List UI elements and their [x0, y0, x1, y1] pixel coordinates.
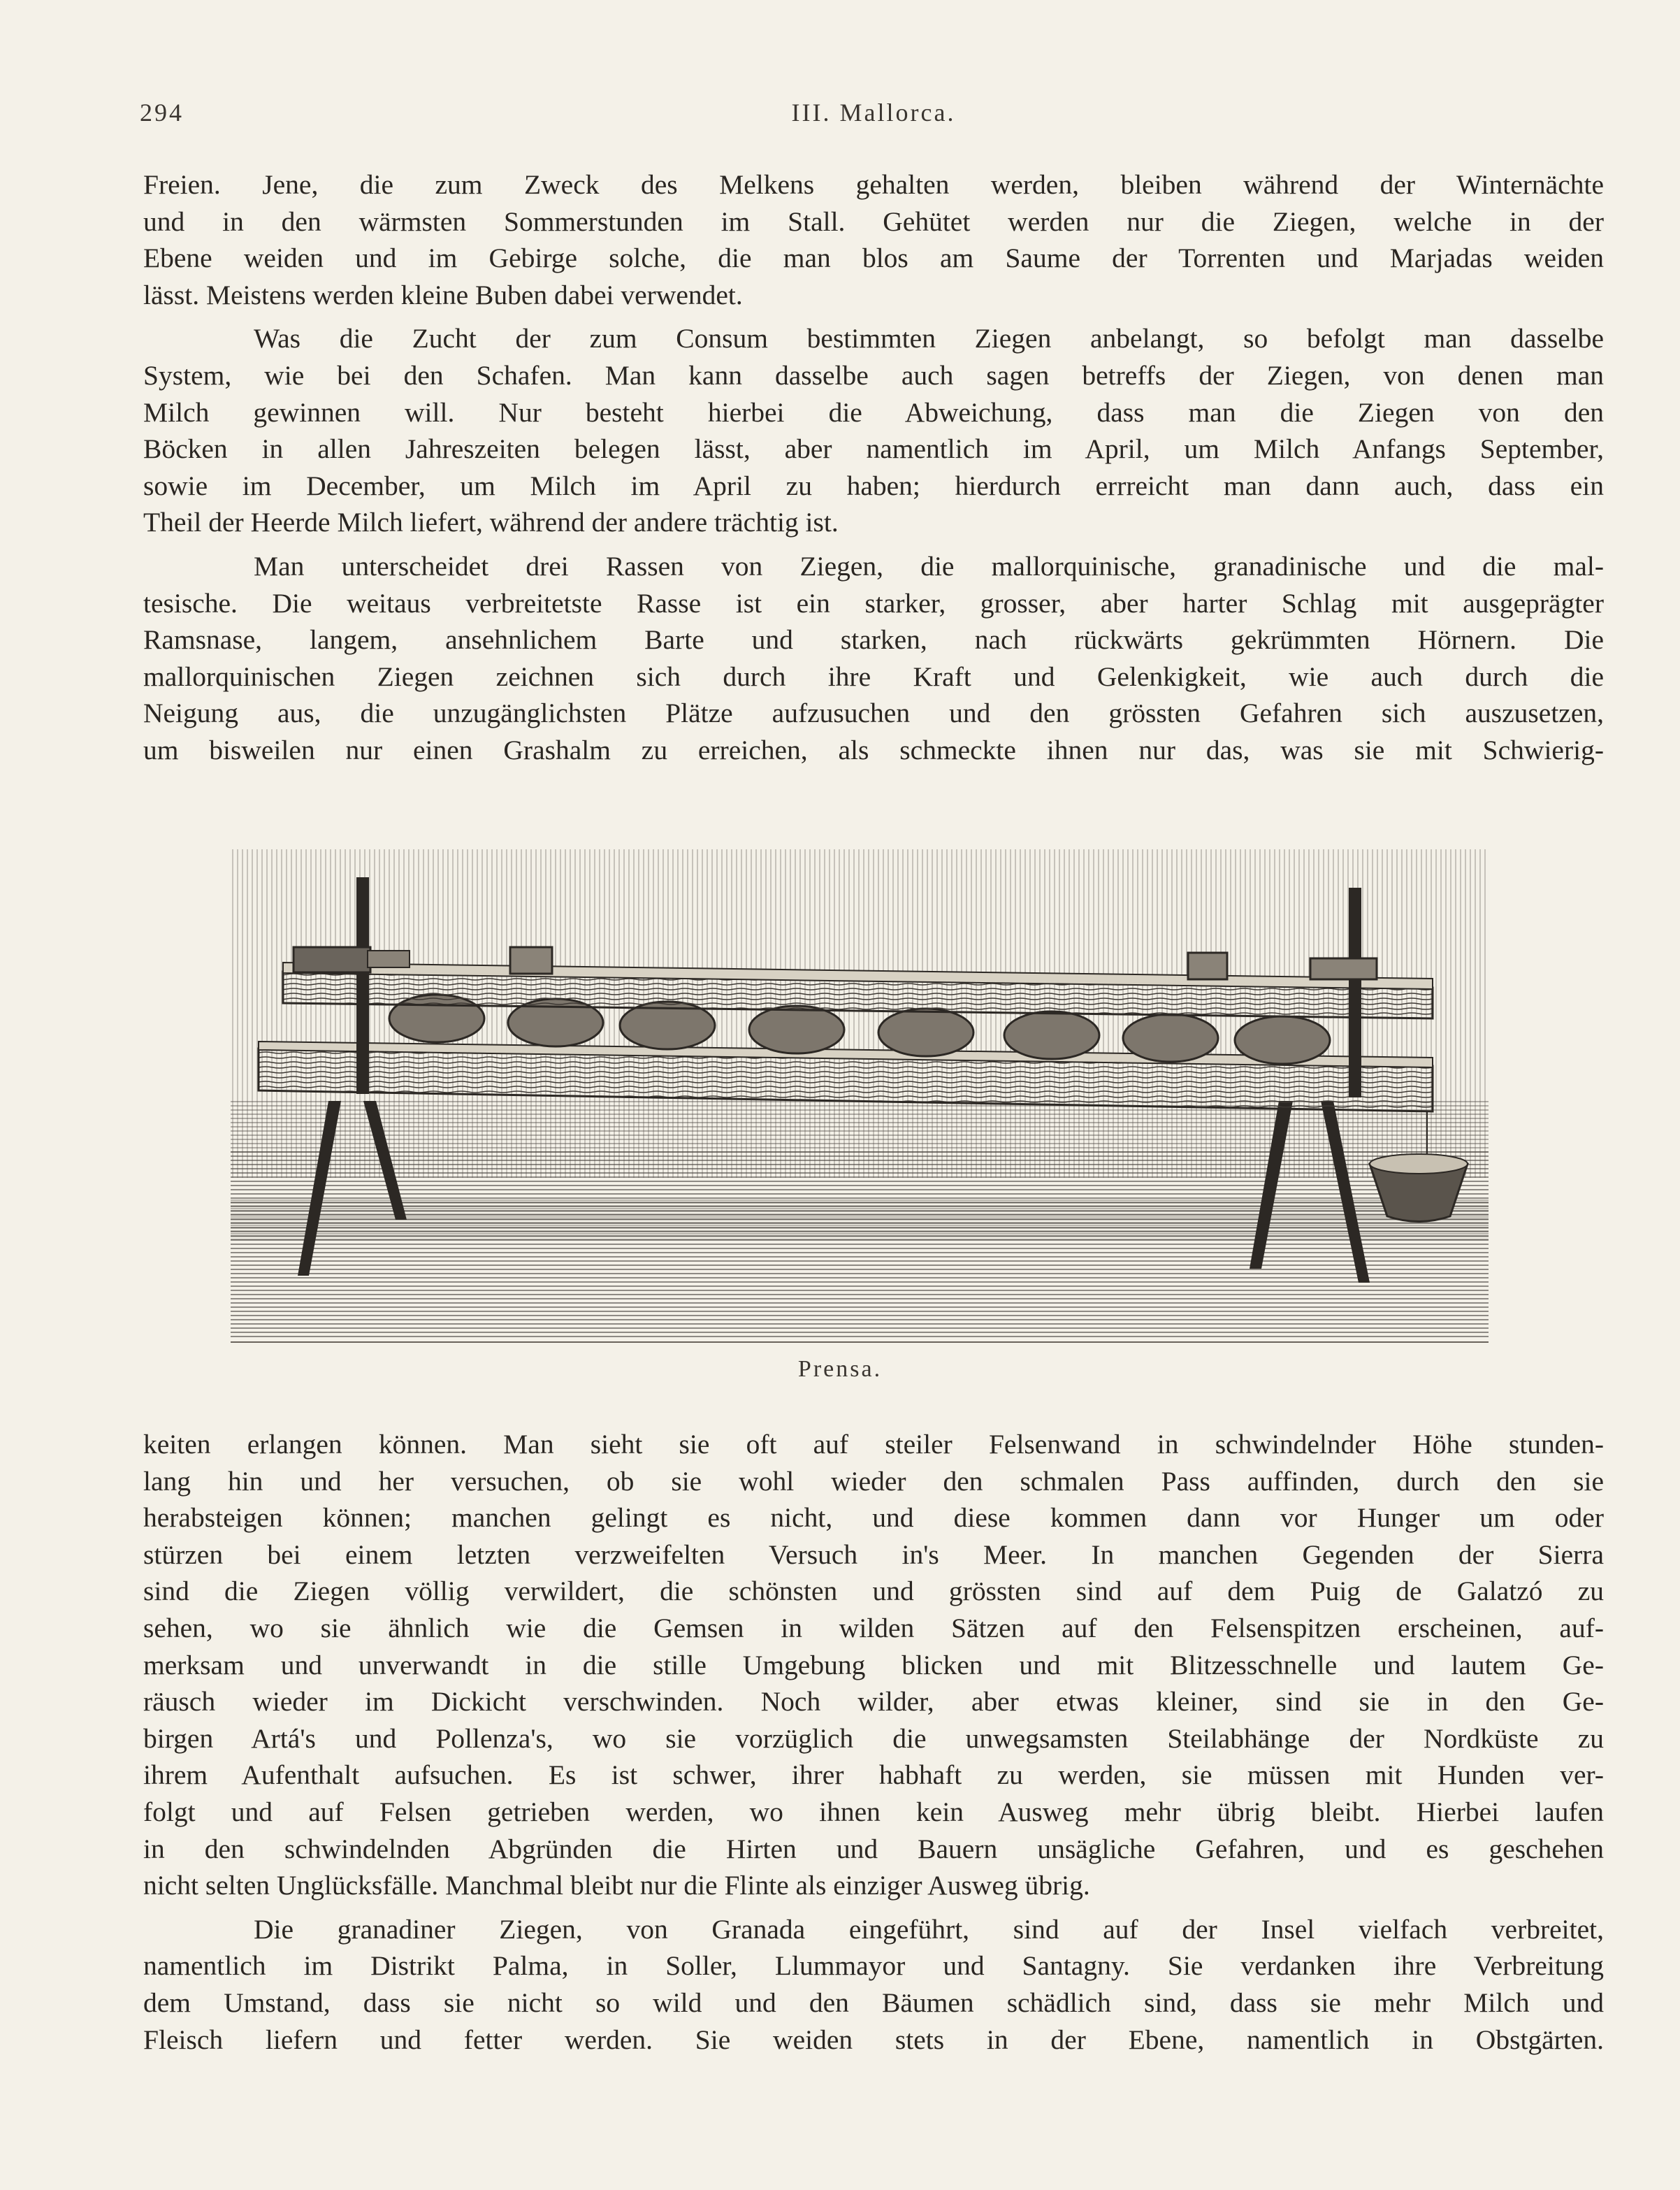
paragraph [143, 166, 1604, 313]
text-line: um bisweilen nur einen Grashalm zu erreichen, als schmeckte ihnen nur das, was sie mit Schwierig- [143, 734, 1604, 765]
text-line: Die granadiner Ziegen, von Granada eingeführt, sind auf der Insel vielfach verbreitet, [254, 1913, 1604, 1945]
text-line: sowie im December, um Milch im April zu haben; hierdurch errreicht man dann auch, dass ein [143, 470, 1604, 501]
text-line: mallorquinischen Ziegen zeichnen sich durch ihre Kraft und Gelenkigkeit, wie auch durch die [143, 661, 1604, 692]
text-line: Ebene weiden und im Gebirge solche, die man blos am Saume der Torrenten und Marjadas weiden [143, 243, 1604, 274]
text-line: Freien. Jene, die zum Zweck des Melkens gehalten werden, bleiben während der Winternächte [143, 169, 1604, 200]
text-line: dem Umstand, dass sie nicht so wild und den Bäumen schädlich sind, dass sie mehr Milch und [143, 1987, 1604, 2018]
text-line: tesische. Die weitaus verbreitetste Rasse ist ein starker, grosser, aber harter Schlag mit ausgeprägter [143, 587, 1604, 619]
text-line: birgen Artá's und Pollenza's, wo sie vorzüglich die unwegsamsten Steilabhänge der Nordküste zu [143, 1722, 1604, 1754]
text-line: System, wie bei den Schafen. Man kann dasselbe auch sagen betreffs der Ziegen, von denen man [143, 359, 1604, 391]
text-line: Milch gewinnen will. Nur besteht hierbei die Abweichung, dass man die Ziegen von den [143, 396, 1604, 428]
text-block-top [143, 166, 1604, 769]
text-line: nicht selten Unglücksfälle. Manchmal bleibt nur die Flinte als einziger Ausweg übrig. [143, 1870, 1090, 1901]
text-line: keiten erlangen können. Man sieht sie oft auf steiler Felsenwand in schwindelnder Höhe stunden- [143, 1429, 1604, 1460]
paragraph [143, 1426, 1604, 1904]
text-line: räusch wieder im Dickicht verschwinden. Noch wilder, aber etwas kleiner, sind sie in den Ge- [143, 1686, 1604, 1717]
text-block-bottom [143, 1426, 1604, 2058]
text-line: Neigung aus, die unzugänglichsten Plätze aufzusuchen und den grössten Gefahren sich auszusetzen, [143, 698, 1604, 729]
text-line: Böcken in allen Jahreszeiten belegen lässt, aber namentlich im April, um Milch Anfangs September, [143, 433, 1604, 465]
text-line: herabsteigen können; manchen gelingt es nicht, und diese kommen dann vor Hunger um oder [143, 1502, 1604, 1534]
page-number: 294 [140, 99, 184, 127]
text-line: in den schwindelnden Abgründen die Hirten und Bauern unsägliche Gefahren, und es geschehen [143, 1833, 1604, 1864]
text-line: stürzen bei einem letzten verzweifelten Versuch in's Meer. In manchen Gegenden der Sierra [143, 1539, 1604, 1570]
paragraph [143, 1911, 1604, 2058]
text-line: und in den wärmsten Sommerstunden im Stall. Gehütet werden nur die Ziegen, welche in der [143, 206, 1604, 237]
figure-caption: Prensa. [797, 1356, 883, 1382]
text-line: lang hin und her versuchen, ob sie wohl wieder den schmalen Pass auffinden, durch den sie [143, 1465, 1604, 1497]
running-head [140, 98, 1607, 140]
text-line: Was die Zucht der zum Consum bestimmten Ziegen anbelangt, so befolgt man dasselbe [254, 323, 1604, 354]
running-title: III. Mallorca. [791, 99, 956, 127]
text-line: ihrem Aufenthalt aufsuchen. Es ist schwer, ihrer habhaft zu werden, sie müssen mit Hunden ver- [143, 1759, 1604, 1791]
text-line: folgt und auf Felsen getrieben werden, wo ihnen kein Ausweg mehr übrig bleibt. Hierbei laufen [143, 1796, 1604, 1827]
text-line: Ramsnase, langem, ansehnlichem Barte und starken, nach rückwärts gekrümmten Hörnern. Die [143, 624, 1604, 656]
text-line: sehen, wo sie ähnlich wie die Gemsen in wilden Sätzen auf den Felsenspitzen erscheinen, auf- [143, 1612, 1604, 1643]
paragraph [143, 548, 1604, 769]
text-line: Fleisch liefern und fetter werden. Sie weiden stets in der Ebene, namentlich in Obstgärten. [143, 2024, 1604, 2055]
engraving-prensa [231, 835, 1489, 1346]
paragraph [143, 320, 1604, 541]
cheese-press-illustration [231, 835, 1489, 1346]
text-line: Theil der Heerde Milch liefert, während der andere trächtig ist. [143, 507, 839, 538]
text-line: Man unterscheidet drei Rassen von Ziegen, die mallorquinische, granadinische und die mal- [254, 550, 1604, 582]
floor [231, 1150, 1489, 1339]
text-line: lässt. Meistens werden kleine Buben dabei verwendet. [143, 279, 743, 310]
text-line: merksam und unverwandt in die stille Umgebung blicken und mit Blitzesschnelle und lautem Ge- [143, 1649, 1604, 1680]
text-line: sind die Ziegen völlig verwildert, die schönsten und grössten sind auf dem Puig de Galatzó zu [143, 1576, 1604, 1607]
text-line: namentlich im Distrikt Palma, in Soller, Llummayor und Santagny. Sie verdanken ihre Verbreitung [143, 1950, 1604, 1982]
